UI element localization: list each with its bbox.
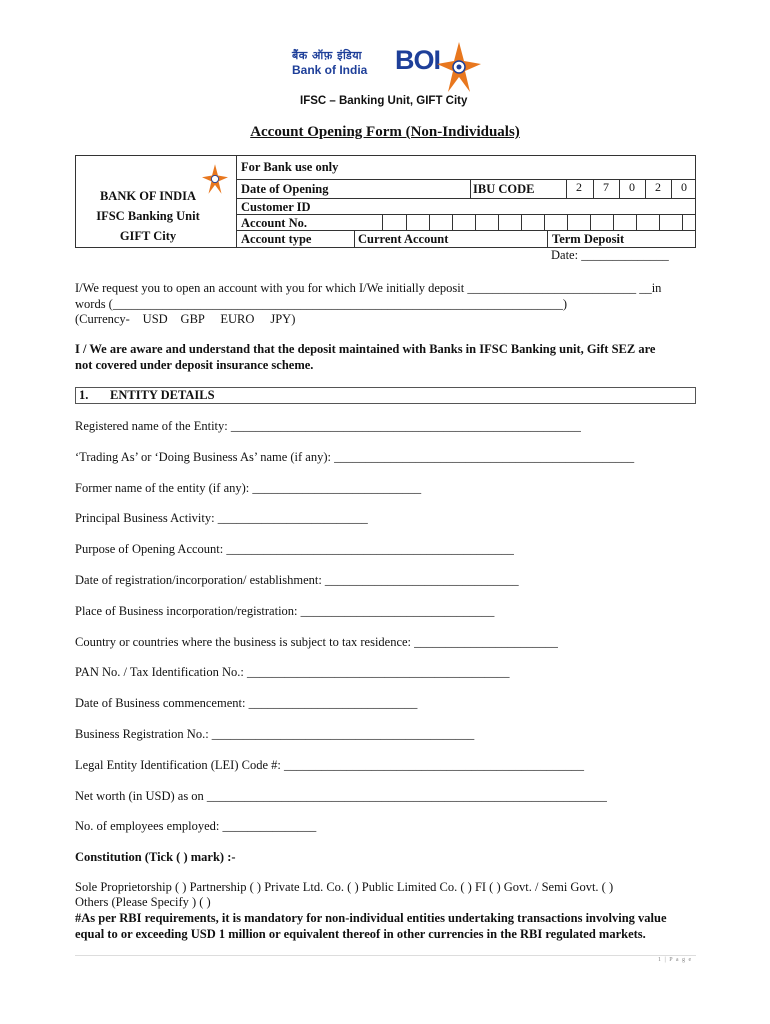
star-logo-icon [202, 164, 228, 194]
ibu-digit: 2 [655, 180, 661, 194]
account-no-label: Account No. [241, 216, 307, 230]
constitution-others[interactable]: Others (Please Specify ) ( ) [75, 895, 211, 909]
logo-hindi-text: बैंक ऑफ़ इंडिया [292, 49, 362, 62]
page-title: Account Opening Form (Non-Individuals) [250, 124, 520, 140]
trading-as-field[interactable]: ‘Trading As’ or ‘Doing Business As’ name (if any): ________________________________________________ [75, 450, 635, 464]
date-of-opening-label: Date of Opening [241, 182, 329, 196]
bank-use-table [75, 155, 696, 248]
ibu-digit: 7 [603, 180, 609, 194]
bank-name-line: BANK OF INDIA [99, 189, 197, 203]
for-bank-use-label: For Bank use only [241, 160, 339, 174]
ibu-code-label: IBU CODE [473, 182, 535, 196]
ibu-digit: 0 [629, 180, 635, 194]
net-worth-field[interactable]: Net worth (in USD) as on ________________________________________________________________ [75, 789, 607, 803]
bank-branch-cell [76, 156, 237, 247]
registered-name-field[interactable]: Registered name of the Entity: ________________________________________________________ [75, 419, 581, 433]
deposit-words-line: words (________________________________________________________________________) [75, 297, 568, 311]
business-registration-field[interactable]: Business Registration No.: __________________________________________ [75, 727, 475, 741]
incorporation-place-field[interactable]: Place of Business incorporation/registration: _______________________________ [75, 604, 495, 618]
registration-date-field[interactable]: Date of registration/incorporation/ establishment: _______________________________ [75, 573, 519, 587]
current-account-option: Current Account [358, 232, 449, 246]
logo-boi-text: BOI [395, 45, 441, 75]
pan-field[interactable]: PAN No. / Tax Identification No.: __________________________________________ [75, 665, 510, 679]
page-number: 1 | P a g e [658, 957, 693, 963]
lei-code-field[interactable]: Legal Entity Identification (LEI) Code #: ________________________________________________ [75, 758, 584, 772]
term-deposit-date: Date: ______________ [551, 248, 669, 262]
logo-english-text: Bank of India [292, 63, 368, 77]
account-type-label: Account type [241, 232, 312, 246]
section-label: ENTITY DETAILS [110, 388, 215, 402]
entity-details-header [75, 387, 696, 404]
bank-name-line: GIFT City [119, 229, 177, 243]
former-name-field[interactable]: Former name of the entity (if any): ___________________________ [75, 481, 422, 495]
footer-divider [75, 955, 696, 956]
deposit-request-line: I/We request you to open an account with you for which I/We initially deposit ___________________________ __in [75, 281, 662, 295]
business-activity-field[interactable]: Principal Business Activity: ________________________ [75, 511, 368, 525]
insurance-notice-line: not covered under deposit insurance scheme. [75, 358, 314, 372]
ibu-digit: 0 [681, 180, 687, 194]
rbi-note-line: #As per RBI requirements, it is mandatory for non-individual entities undertaking transactions involving value [75, 911, 667, 925]
commencement-date-field[interactable]: Date of Business commencement: ___________________________ [75, 696, 418, 710]
bank-name-line: IFSC Banking Unit [96, 209, 200, 223]
constitution-heading: Constitution (Tick ( ) mark) :- [75, 850, 236, 864]
bank-name-block [88, 186, 208, 246]
ibu-digit: 2 [576, 180, 582, 194]
constitution-options[interactable]: Sole Proprietorship ( ) Partnership ( ) Private Ltd. Co. ( ) Public Limited Co. ( ) FI ( ) Govt. / Semi Govt. ( ) [75, 880, 614, 894]
purpose-field[interactable]: Purpose of Opening Account: ______________________________________________ [75, 542, 514, 556]
currency-options: (Currency- USD GBP EURO JPY) [75, 312, 251, 326]
insurance-notice-line: I / We are aware and understand that the deposit maintained with Banks in IFSC Banking unit, Gift SEZ are [75, 342, 656, 356]
section-number: 1. [79, 388, 89, 402]
star-logo-icon [437, 42, 481, 92]
page-subtitle: IFSC – Banking Unit, GIFT City [300, 95, 468, 107]
rbi-note-line: equal to or exceeding USD 1 million or equivalent thereof in other currencies in the RBI regulated markets. [75, 927, 646, 941]
term-deposit-option: Term Deposit [552, 232, 625, 246]
bank-logo [292, 45, 482, 98]
tax-residence-field[interactable]: Country or countries where the business is subject to tax residence: _______________________ [75, 635, 558, 649]
employees-field[interactable]: No. of employees employed: _______________ [75, 819, 317, 833]
customer-id-label: Customer ID [241, 200, 311, 214]
